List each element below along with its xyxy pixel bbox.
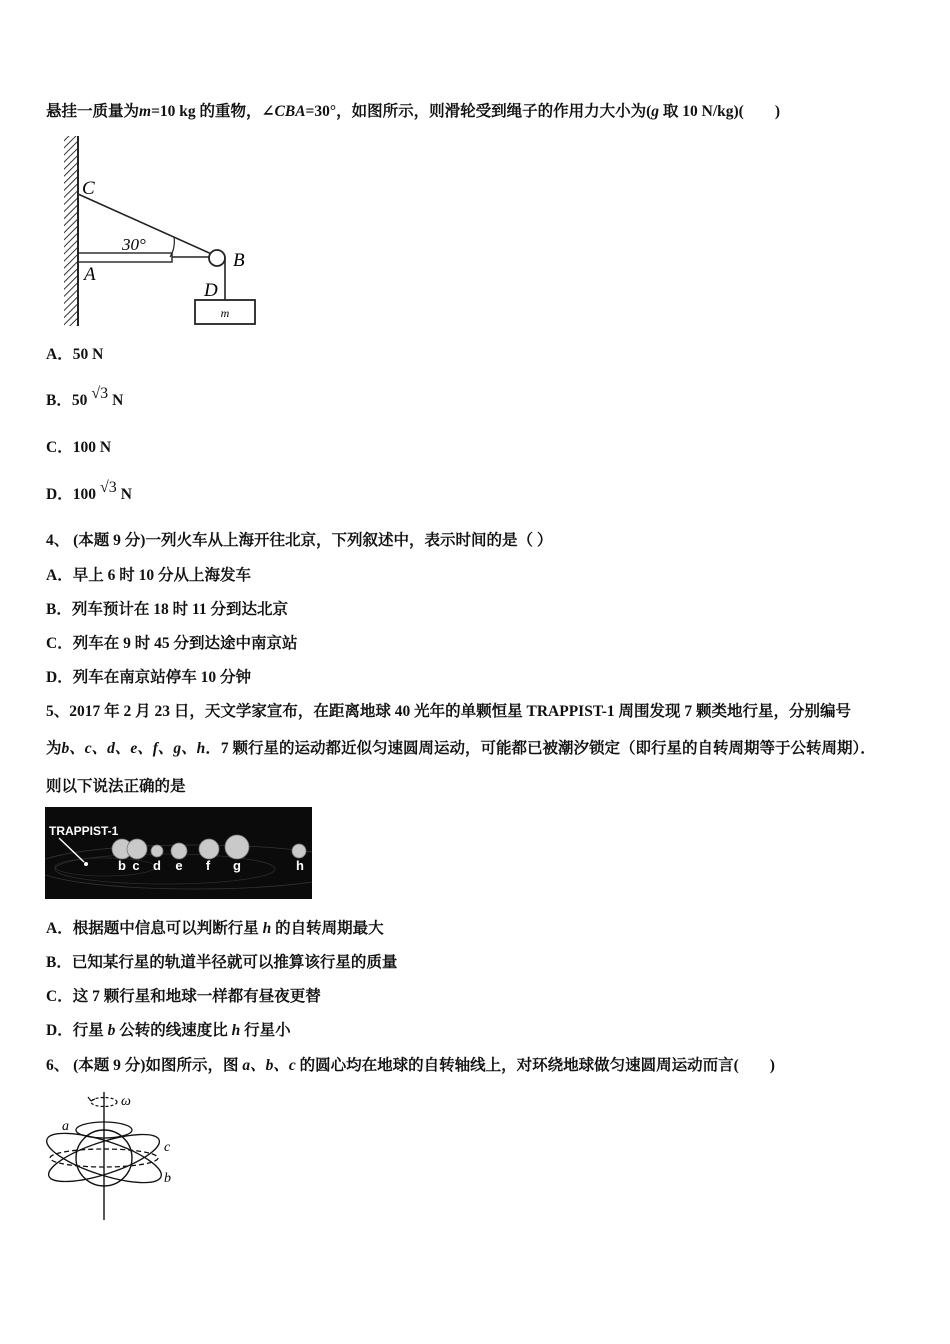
label-a: a (62, 1119, 69, 1134)
q3-option-c: C．100 N (46, 439, 112, 456)
label-b: b (164, 1171, 171, 1186)
planet-label-f: f (205, 858, 211, 873)
q3-option-a: A．50 N (46, 346, 104, 363)
q4-option-c: C．列车在 9 时 45 分到达途中南京站 (46, 635, 298, 652)
planet-label-d: d (153, 858, 161, 873)
label-b: B (233, 250, 245, 271)
planet-label-c: c (132, 858, 140, 873)
planet-d (151, 845, 163, 857)
planet-g (225, 835, 249, 859)
q5-option-a: A．根据题中信息可以判断行星 h 的自转周期最大 (46, 920, 384, 937)
rod-ab (78, 253, 172, 262)
mass-label: m (220, 306, 230, 320)
planet-e (171, 843, 187, 859)
label-d: D (204, 280, 218, 301)
q3-option-b: B．50 √3 N (46, 385, 124, 409)
sqrt3-symbol: √3 (99, 479, 117, 496)
q4-option-d: D．列车在南京站停车 10 分钟 (46, 669, 251, 686)
planet-label-h: h (296, 858, 304, 873)
q3-stem: 悬挂一质量为m=10 kg 的重物，∠CBA=30°，如图所示，则滑轮受到绳子的作用力大小为(g 取 10 N/kg)( ) (46, 103, 780, 120)
q5-option-c: C．这 7 颗行星和地球一样都有昼夜更替 (46, 988, 321, 1005)
q4-stem: 4、 (本题 9 分)一列火车从上海开往北京，下列叙述中，表示时间的是（ ） (46, 532, 553, 549)
star-label: TRAPPIST-1 (49, 824, 119, 838)
planet-c (127, 839, 147, 859)
planet-label-g: g (233, 858, 241, 873)
orbits-figure (44, 1088, 194, 1224)
rope-cb (78, 194, 216, 256)
angle-label: 30° (122, 235, 146, 254)
wall-hatch (64, 136, 78, 326)
label-c: c (164, 1140, 171, 1155)
planet-label-e: e (175, 858, 183, 873)
q5-stem-line2: 为b、c、d、e、f、g、h．7 颗行星的运动都近似匀速圆周运动，可能都已被潮汐锁定（即行星的自转周期等于公转周期）． (46, 740, 876, 757)
planet-f (199, 839, 219, 859)
pulley-figure (58, 132, 268, 332)
q4-option-a: A．早上 6 时 10 分从上海发车 (46, 567, 251, 584)
q4-option-b: B．列车预计在 18 时 11 分到达北京 (46, 601, 288, 618)
q5-option-b: B．已知某行星的轨道半径就可以推算该行星的质量 (46, 954, 398, 971)
star-dot (84, 862, 88, 866)
sqrt3-symbol: √3 (91, 385, 109, 402)
planet-label-b: b (118, 858, 126, 873)
planet-h (292, 844, 306, 858)
q5-stem-line1: 5、2017 年 2 月 23 日，天文学家宣布，在距离地球 40 光年的单颗恒星 TRAPPIST-1 周围发现 7 颗类地行星，分别编号 (46, 703, 852, 720)
arrow-head (88, 1097, 95, 1101)
angle-arc (170, 237, 174, 257)
label-a: A (84, 264, 96, 285)
trappist-figure (45, 807, 312, 899)
q3-option-d: D．100 √3 N (46, 479, 132, 503)
q6-stem: 6、 (本题 9 分)如图所示，图 a、b、c 的圆心均在地球的自转轴线上，对环绕地球做匀速圆周运动而言( ) (46, 1057, 775, 1074)
label-omega: ω (121, 1094, 131, 1109)
q5-option-d: D．行星 b 公转的线速度比 h 行星小 (46, 1022, 291, 1039)
pulley-wheel (209, 250, 225, 266)
q5-stem-line3: 则以下说法正确的是 (46, 778, 186, 795)
label-c: C (82, 178, 95, 199)
